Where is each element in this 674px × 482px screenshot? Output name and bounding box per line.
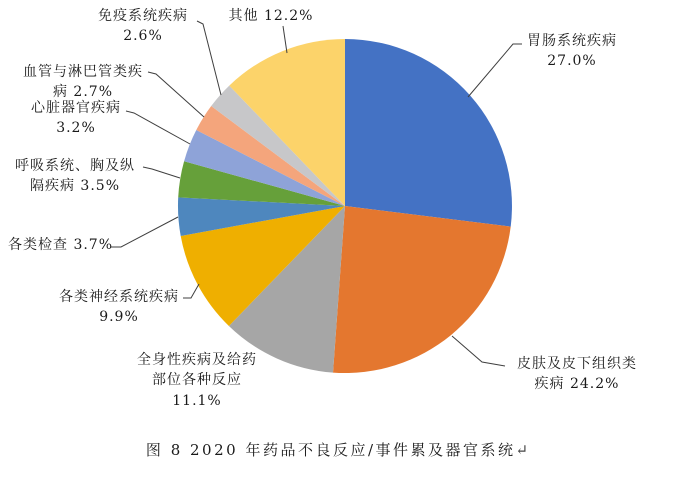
slice-label-systemic: 全身性疾病及给药 部位各种反应 11.1%	[137, 352, 257, 409]
leader-line-0	[468, 44, 522, 97]
leader-line-1	[452, 336, 505, 366]
pie-slice-0	[345, 39, 512, 227]
leader-line-6	[126, 111, 190, 144]
leader-line-7	[148, 72, 204, 117]
slice-label-immune: 免疫系统疾病 2.6%	[98, 8, 188, 45]
slice-label-gastro: 胃肠系统疾病 27.0%	[527, 33, 617, 70]
leader-line-5	[143, 167, 180, 178]
figure-caption	[0, 439, 674, 460]
paragraph-mark: ↵	[515, 441, 529, 459]
pie-slice-1	[333, 206, 511, 373]
slice-label-nervous: 各类神经系统疾病 9.9%	[59, 289, 179, 326]
figure-caption-text: 图 8 2020 年药品不良反应/事件累及器官系统	[145, 441, 516, 459]
slice-label-cardiac: 心脏器官疾病 3.2%	[31, 100, 121, 137]
slice-label-respiratory: 呼吸系统、胸及纵 隔疾病 3.5%	[15, 158, 135, 195]
leader-line-9	[283, 26, 287, 53]
slice-label-skin: 皮肤及皮下组织类 疾病 24.2%	[517, 356, 637, 393]
slice-label-other: 其他 12.2%	[228, 8, 314, 24]
slice-label-vascular: 血管与淋巴管类疾 病 2.7%	[23, 64, 143, 101]
slice-label-exams: 各类检查 3.7%	[8, 237, 114, 253]
